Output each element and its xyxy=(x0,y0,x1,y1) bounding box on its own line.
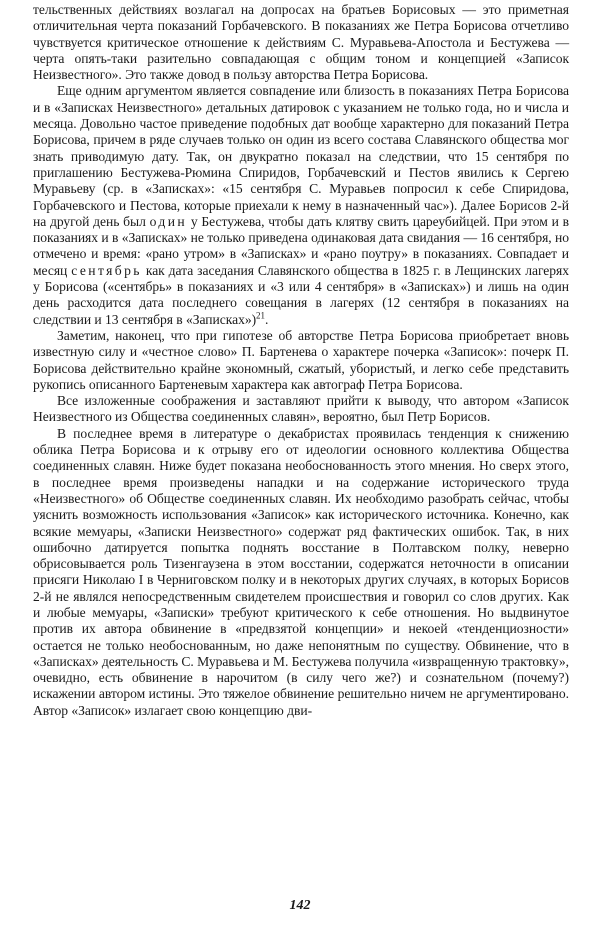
paragraph-text-segment: у Бестужева, чтобы дать клятву свить цареубийцей. При этом и в показаниях и в «Записках» не только приведена одинаковая дата свидания — 16 сентября, но отмечено и время: «рано утром» в «Записках» и «рано поутру» в показаниях. Совпадает и месяц xyxy=(33,213,569,278)
paragraph-text-segment: . xyxy=(264,311,269,327)
paragraph-criticism: В последнее время в литературе о декабристах проявилась тенденция к снижению облика Петра Борисова и к отрыву его от идеологии основного коллектива Общества соединенных славян. Ниже будет показана необоснованность этого мнения. Но сверх этого, в последнее время произведены нападки и на содержание исторического труда «Неизвестного» об Обществе соединенных славян. Их необходимо разобрать сейчас, чтобы уяснить возможность использования «Записок» как исторического источника. Конечно, как всякие мемуары, «Записки Неизвестного» содержат ряд фактических ошибок. Так, в них ошибочно датируется попытка поднять восстание в Полтавском полку, неверно обрисовывается роль Тизенгаузена в этом восстании, содержатся неточности в описании присяги Николаю I в Черниговском полку и в некоторых других случаях, в которых Борисов 2-й не являлся непосредственным свидетелем происшествия и говорил со слов других. Как и любые мемуары, «Записки» требуют критического к себе отношения. Но выдвинутое против их автора обвинение в «предвзятой концепции» и некоей «тенденциозности» остается не только необоснованным, но даже непонятным по существу. Обвинение, что в «Записках» деятельность С. Муравьева и М. Бестужева получила «извращенную трактовку», очевидно, есть обвинение в нарочитом (в силу чего же?) и сознательном (почему?) искажении автором истины. Это тяжелое обвинение решительно ничем не аргументировано. Автор «Записок» излагает свою концепцию дви- xyxy=(33,425,569,718)
page-number: 142 xyxy=(289,898,311,913)
emphasized-word: один xyxy=(149,213,188,229)
paragraph-handwriting: Заметим, наконец, что при гипотезе об авторстве Петра Борисова приобретает вновь известную силу и «честное слово» П. Бартенева о характере почерка «Записок»: почерк П. Борисова действительно крайне экономный, сжатый, убористый, и легко себе представить рукопись описанного Бартеневым характера как автограф Петра Борисова. xyxy=(33,327,569,392)
paragraph-conclusion: Все изложенные соображения и заставляют прийти к выводу, что автором «Записок Неизвестного из Общества соединенных славян», вероятно, был Петр Борисов. xyxy=(33,393,569,425)
footnote-marker: 21 xyxy=(256,310,265,321)
paragraph-dates-argument xyxy=(33,83,569,327)
emphasized-word: сентябрь xyxy=(71,262,142,278)
paragraph-text-segment: как дата заседания Славянского общества в 1825 г. в Лещинских лагерях у Борисова («сентябрь» в показаниях и «3 или 4 сентября» в «Записках») и лишь на один день расходится дата последнего совещания в лагерях (12 сентября в показаниях на следствии и 13 сентября в «Записках») xyxy=(33,262,569,327)
paragraph-continuation: тельственных действиях возлагал на допросах на братьев Борисовых — это приметная отличительная черта показаний Горбачевского. В показаниях же Петра Борисова отчетливо чувствуется критическое отношение к действиям С. Муравьева-Апостола и Бестужева — черта опять-таки разительно совпадающая с общим тоном и концепцией «Записок Неизвестного». Это также довод в пользу авторства Петра Борисова. xyxy=(33,2,569,83)
paragraph-text-segment: Еще одним аргументом является совпадение или близость в показаниях Петра Борисова и в «Записках Неизвестного» детальных датировок с указанием не только года, но и числа и месяца. Довольно частое приведение подобных дат вообще характерно для показаний Петра Борисова, причем в ряде случаев только он один из всего состава Славянского общества мог знать приводимую дату. Так, он двукратно показал на следствии, что 15 сентября по приглашению Бестужева-Рюмина Спиридов, Горбачевский и Пестов явились к Сергею Муравьеву (ср. в «Записках»: «15 сентября С. Муравьев попросил к себе Спиридова, Горбачевского и Пестова, которые приехали к нему в назначенный час»). Далее Борисов 2-й на другой день был xyxy=(33,83,569,229)
